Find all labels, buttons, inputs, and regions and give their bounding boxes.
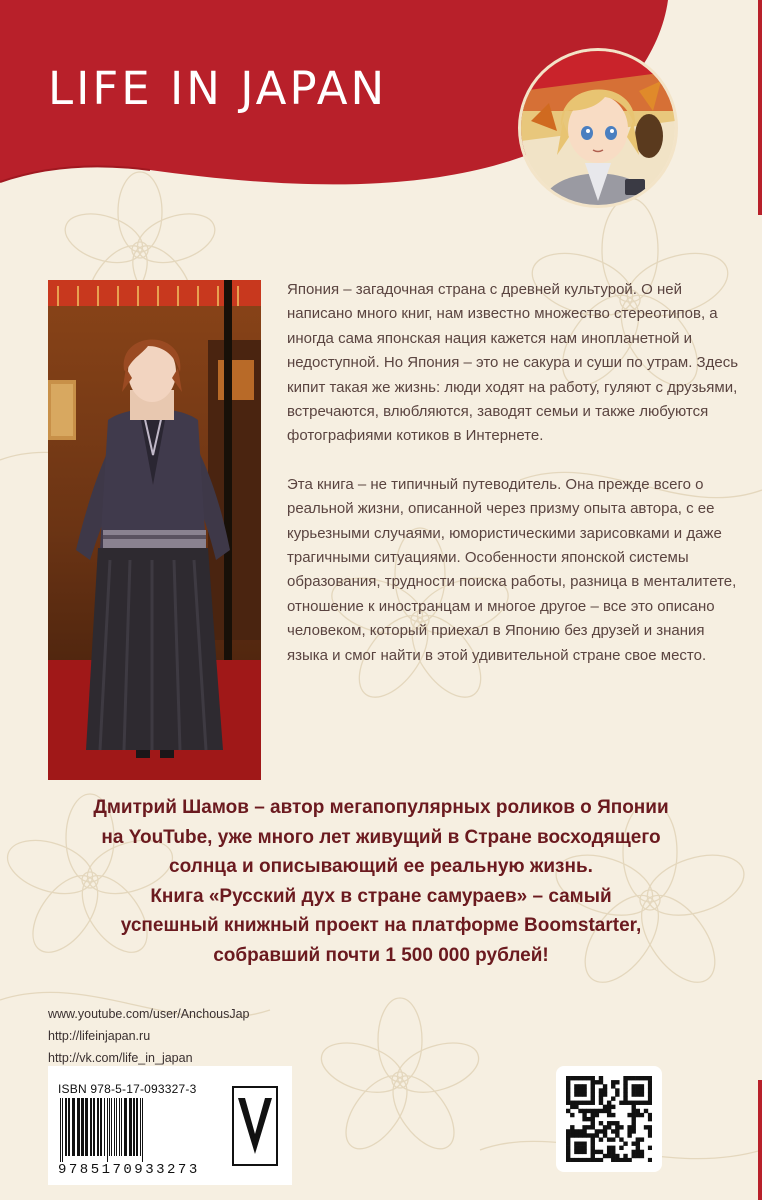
barcode-bar: [121, 1098, 122, 1156]
promo-line: Дмитрий Шамов – автор мегапопулярных роликов о Японии: [93, 797, 669, 818]
qr-module: [636, 1150, 640, 1154]
qr-module: [566, 1142, 570, 1146]
author-promo: [30, 793, 732, 970]
qr-module: [595, 1158, 599, 1162]
barcode-bar: [136, 1098, 138, 1156]
qr-module: [640, 1092, 644, 1096]
qr-module: [586, 1076, 590, 1080]
qr-module: [623, 1158, 627, 1162]
qr-module: [648, 1129, 652, 1133]
qr-module: [603, 1154, 607, 1158]
qr-module: [566, 1088, 570, 1092]
qr-module: [615, 1080, 619, 1084]
qr-module: [640, 1154, 644, 1158]
description-paragraph-1: Япония – загадочная страна с древней культурой. О ней написано много книг, нам известно множество стереотипов, а иногда сама японская нация кажется нам инопланетной и недоступной. Но Япония – это не сакура и суши по утрам. Здесь кипит такая же жизнь: люди ходят на работу, гуляют с друзьями, встречаются, влюбляются, заводят семьи и также любуются фотографиями котиков в Интернете.: [287, 281, 739, 445]
qr-module: [599, 1096, 603, 1100]
barcode-bar: [107, 1098, 108, 1162]
barcode-bar: [90, 1098, 92, 1156]
qr-module: [586, 1101, 590, 1105]
qr-module: [603, 1084, 607, 1088]
qr-module: [591, 1088, 595, 1092]
qr-module: [619, 1158, 623, 1162]
qr-module: [582, 1142, 586, 1146]
qr-module: [615, 1088, 619, 1092]
qr-module: [599, 1088, 603, 1092]
qr-module: [632, 1129, 636, 1133]
promo-line: Книга «Русский дух в стране самураев» – самый: [150, 885, 612, 907]
qr-module: [582, 1084, 586, 1088]
barcode-bars: [58, 1098, 223, 1162]
qr-module: [591, 1117, 595, 1121]
qr-module: [603, 1109, 607, 1113]
qr-module: [578, 1109, 582, 1113]
qr-module: [648, 1113, 652, 1117]
qr-module: [644, 1125, 648, 1129]
qr-module: [611, 1158, 615, 1162]
qr-module: [632, 1105, 636, 1109]
qr-module: [599, 1109, 603, 1113]
qr-module: [611, 1113, 615, 1117]
qr-module: [623, 1088, 627, 1092]
qr-module: [603, 1092, 607, 1096]
qr-module: [640, 1101, 644, 1105]
qr-module: [627, 1158, 631, 1162]
qr-module: [636, 1084, 640, 1088]
qr-module: [632, 1109, 636, 1113]
qr-module: [627, 1076, 631, 1080]
qr-module: [582, 1133, 586, 1137]
barcode-bar: [119, 1098, 120, 1156]
barcode-bar: [133, 1098, 135, 1156]
qr-module: [627, 1129, 631, 1133]
qr-module: [603, 1125, 607, 1129]
qr-module: [591, 1158, 595, 1162]
qr-module: [632, 1150, 636, 1154]
qr-module: [591, 1137, 595, 1141]
qr-module: [591, 1084, 595, 1088]
qr-code-icon: [566, 1076, 652, 1162]
qr-module: [570, 1129, 574, 1133]
qr-module: [648, 1146, 652, 1150]
qr-module: [627, 1125, 631, 1129]
qr-module: [578, 1092, 582, 1096]
barcode-bar: [81, 1098, 84, 1156]
promo-line: собравший почти 1 500 000 рублей!: [213, 944, 549, 966]
promo-line: на YouTube, уже много лет живущий в Стране восходящего: [101, 826, 661, 848]
qr-module: [632, 1101, 636, 1105]
qr-module: [636, 1076, 640, 1080]
qr-module: [623, 1096, 627, 1100]
qr-module: [566, 1150, 570, 1154]
qr-module: [582, 1117, 586, 1121]
qr-module: [566, 1092, 570, 1096]
author-photo: [48, 280, 261, 780]
author-links: [48, 1003, 348, 1069]
qr-module: [627, 1101, 631, 1105]
qr-module: [619, 1125, 623, 1129]
qr-module: [611, 1080, 615, 1084]
qr-code-block: [556, 1066, 662, 1172]
qr-module: [599, 1129, 603, 1133]
description-paragraph-2: Эта книга – не типичный путеводитель. Она прежде всего о реальной жизни, описанной через призму опыта автора, с ее курьезными случаями, юмористическими зарисовками и даже трагичными ситуациями. Особенности японской системы образования, трудности поиска работы, разница в менталитете, отношение к иностранцам и многое другое – все это описано человеком, который приехал в Японию без друзей и знания языка и смог найти в этой удивительной стране свое место.: [287, 475, 737, 664]
qr-module: [615, 1129, 619, 1133]
barcode-bar: [68, 1098, 70, 1156]
qr-module: [574, 1084, 578, 1088]
qr-module: [591, 1101, 595, 1105]
qr-module: [570, 1158, 574, 1162]
barcode-bar: [111, 1098, 112, 1156]
qr-module: [566, 1133, 570, 1137]
qr-module: [603, 1129, 607, 1133]
qr-module: [623, 1076, 627, 1080]
qr-module: [615, 1154, 619, 1158]
qr-module: [582, 1088, 586, 1092]
qr-module: [574, 1146, 578, 1150]
qr-module: [578, 1133, 582, 1137]
qr-module: [570, 1125, 574, 1129]
qr-module: [574, 1142, 578, 1146]
qr-module: [574, 1092, 578, 1096]
qr-module: [591, 1150, 595, 1154]
qr-module: [591, 1109, 595, 1113]
qr-module: [566, 1076, 570, 1080]
qr-module: [595, 1080, 599, 1084]
qr-module: [619, 1146, 623, 1150]
qr-module: [566, 1137, 570, 1141]
qr-module: [632, 1088, 636, 1092]
qr-module: [607, 1125, 611, 1129]
qr-module: [615, 1121, 619, 1125]
qr-module: [632, 1092, 636, 1096]
qr-module: [566, 1109, 570, 1113]
qr-module: [632, 1076, 636, 1080]
qr-module: [632, 1154, 636, 1158]
qr-module: [636, 1142, 640, 1146]
qr-module: [566, 1129, 570, 1133]
qr-module: [623, 1142, 627, 1146]
qr-module: [623, 1084, 627, 1088]
publisher-v-logo: [232, 1086, 278, 1166]
barcode-bar: [65, 1098, 67, 1156]
qr-module: [636, 1146, 640, 1150]
qr-module: [607, 1137, 611, 1141]
qr-module: [595, 1109, 599, 1113]
qr-module: [632, 1117, 636, 1121]
barcode-block: [48, 1066, 292, 1185]
qr-module: [582, 1125, 586, 1129]
qr-module: [623, 1080, 627, 1084]
qr-module: [644, 1109, 648, 1113]
isbn-number: ISBN 978-5-17-093327-3: [58, 1082, 197, 1096]
qr-module: [648, 1076, 652, 1080]
qr-module: [591, 1133, 595, 1137]
qr-module: [648, 1088, 652, 1092]
qr-module: [578, 1129, 582, 1133]
qr-module: [578, 1146, 582, 1150]
qr-module: [607, 1101, 611, 1105]
qr-module: [595, 1129, 599, 1133]
qr-module: [627, 1133, 631, 1137]
qr-module: [582, 1150, 586, 1154]
qr-module: [615, 1092, 619, 1096]
avatar: [518, 48, 678, 208]
qr-module: [582, 1092, 586, 1096]
qr-module: [599, 1076, 603, 1080]
qr-module: [636, 1101, 640, 1105]
qr-module: [591, 1113, 595, 1117]
vk-link[interactable]: http://vk.com/life_in_japan: [48, 1051, 193, 1065]
qr-module: [595, 1113, 599, 1117]
qr-module: [599, 1150, 603, 1154]
qr-module: [591, 1092, 595, 1096]
barcode-bar: [85, 1098, 88, 1156]
barcode-bar: [62, 1098, 63, 1162]
qr-module: [582, 1109, 586, 1113]
qr-module: [599, 1092, 603, 1096]
qr-module: [623, 1101, 627, 1105]
qr-module: [586, 1117, 590, 1121]
spine-edge-bottom: [758, 1080, 762, 1200]
qr-module: [599, 1080, 603, 1084]
qr-module: [591, 1142, 595, 1146]
qr-module: [591, 1125, 595, 1129]
barcode-digits: 9785170933273: [58, 1162, 200, 1178]
qr-module: [578, 1088, 582, 1092]
qr-module: [611, 1146, 615, 1150]
qr-module: [578, 1101, 582, 1105]
qr-module: [607, 1113, 611, 1117]
barcode-bar: [93, 1098, 95, 1156]
spine-edge-top: [758, 0, 762, 215]
qr-module: [574, 1101, 578, 1105]
qr-module: [611, 1150, 615, 1154]
barcode-bar: [60, 1098, 61, 1162]
qr-module: [574, 1133, 578, 1137]
qr-module: [582, 1146, 586, 1150]
qr-module: [566, 1080, 570, 1084]
youtube-link[interactable]: www.youtube.com/user/AnchousJap: [48, 1007, 250, 1021]
barcode-bar: [104, 1098, 105, 1156]
qr-module: [570, 1101, 574, 1105]
barcode-bar: [100, 1098, 102, 1156]
qr-module: [636, 1113, 640, 1117]
barcode-bar: [124, 1098, 127, 1156]
barcode-bar: [77, 1098, 80, 1156]
qr-module: [578, 1076, 582, 1080]
series-title: LIFE IN JAPAN: [48, 62, 388, 115]
author-kimono-photo: [48, 280, 261, 780]
qr-module: [607, 1121, 611, 1125]
anime-avatar-illustration: [521, 51, 675, 205]
qr-module: [566, 1101, 570, 1105]
qr-module: [611, 1129, 615, 1133]
qr-module: [636, 1137, 640, 1141]
qr-module: [570, 1076, 574, 1080]
barcode-bar: [72, 1098, 75, 1156]
barcode-bar: [129, 1098, 132, 1156]
qr-module: [591, 1076, 595, 1080]
qr-module: [611, 1137, 615, 1141]
qr-module: [640, 1084, 644, 1088]
qr-module: [591, 1154, 595, 1158]
qr-module: [582, 1101, 586, 1105]
qr-module: [632, 1142, 636, 1146]
qr-module: [607, 1105, 611, 1109]
qr-module: [636, 1109, 640, 1113]
qr-module: [623, 1154, 627, 1158]
barcode-bar: [142, 1098, 143, 1162]
qr-module: [603, 1088, 607, 1092]
qr-module: [648, 1096, 652, 1100]
qr-module: [611, 1154, 615, 1158]
qr-module: [566, 1146, 570, 1150]
qr-module: [582, 1158, 586, 1162]
qr-module: [648, 1101, 652, 1105]
book-description: [287, 278, 739, 692]
qr-module: [615, 1158, 619, 1162]
qr-module: [599, 1158, 603, 1162]
qr-module: [574, 1088, 578, 1092]
barcode-bar: [114, 1098, 115, 1156]
qr-module: [582, 1076, 586, 1080]
qr-module: [591, 1080, 595, 1084]
qr-module: [619, 1137, 623, 1141]
qr-module: [636, 1088, 640, 1092]
qr-module: [578, 1158, 582, 1162]
qr-module: [640, 1076, 644, 1080]
barcode-bar: [109, 1098, 110, 1156]
qr-module: [595, 1133, 599, 1137]
qr-module: [570, 1133, 574, 1137]
qr-module: [586, 1158, 590, 1162]
qr-module: [570, 1105, 574, 1109]
qr-module: [615, 1133, 619, 1137]
qr-module: [611, 1121, 615, 1125]
qr-module: [607, 1154, 611, 1158]
qr-module: [578, 1142, 582, 1146]
qr-module: [566, 1154, 570, 1158]
qr-module: [648, 1080, 652, 1084]
qr-module: [644, 1076, 648, 1080]
qr-module: [566, 1096, 570, 1100]
barcode-bar: [140, 1098, 141, 1156]
qr-module: [640, 1113, 644, 1117]
qr-module: [566, 1158, 570, 1162]
qr-module: [586, 1133, 590, 1137]
qr-module: [574, 1158, 578, 1162]
qr-module: [595, 1150, 599, 1154]
promo-line: солнца и описывающий ее реальную жизнь.: [169, 856, 593, 877]
qr-module: [607, 1150, 611, 1154]
qr-module: [586, 1109, 590, 1113]
barcode-bar: [97, 1098, 99, 1156]
qr-module: [623, 1092, 627, 1096]
barcode-bar: [116, 1098, 117, 1156]
qr-module: [648, 1092, 652, 1096]
promo-line: успешный книжный проект на платформе Boomstarter,: [120, 915, 642, 936]
qr-module: [615, 1125, 619, 1129]
qr-module: [648, 1158, 652, 1162]
qr-module: [648, 1125, 652, 1129]
qr-module: [619, 1101, 623, 1105]
qr-module: [578, 1084, 582, 1088]
qr-module: [586, 1125, 590, 1129]
qr-module: [566, 1084, 570, 1088]
qr-module: [607, 1146, 611, 1150]
qr-module: [603, 1105, 607, 1109]
qr-module: [648, 1084, 652, 1088]
qr-module: [640, 1088, 644, 1092]
qr-module: [591, 1121, 595, 1125]
qr-module: [599, 1101, 603, 1105]
qr-module: [607, 1109, 611, 1113]
qr-module: [644, 1101, 648, 1105]
qr-module: [611, 1096, 615, 1100]
qr-module: [632, 1125, 636, 1129]
qr-module: [574, 1076, 578, 1080]
qr-module: [632, 1113, 636, 1117]
qr-module: [582, 1113, 586, 1117]
qr-module: [570, 1113, 574, 1117]
qr-module: [648, 1133, 652, 1137]
qr-module: [648, 1117, 652, 1121]
qr-module: [603, 1133, 607, 1137]
qr-module: [599, 1121, 603, 1125]
qr-module: [627, 1113, 631, 1117]
qr-module: [632, 1084, 636, 1088]
website-link[interactable]: http://lifeinjapan.ru: [48, 1029, 151, 1043]
qr-module: [611, 1084, 615, 1088]
qr-module: [640, 1150, 644, 1154]
qr-module: [574, 1150, 578, 1154]
qr-module: [578, 1150, 582, 1154]
qr-module: [632, 1121, 636, 1125]
qr-module: [611, 1105, 615, 1109]
qr-module: [582, 1129, 586, 1133]
qr-module: [599, 1137, 603, 1141]
qr-module: [591, 1146, 595, 1150]
qr-module: [636, 1092, 640, 1096]
qr-module: [640, 1137, 644, 1141]
qr-module: [574, 1105, 578, 1109]
qr-module: [636, 1154, 640, 1158]
qr-module: [591, 1096, 595, 1100]
qr-module: [574, 1129, 578, 1133]
